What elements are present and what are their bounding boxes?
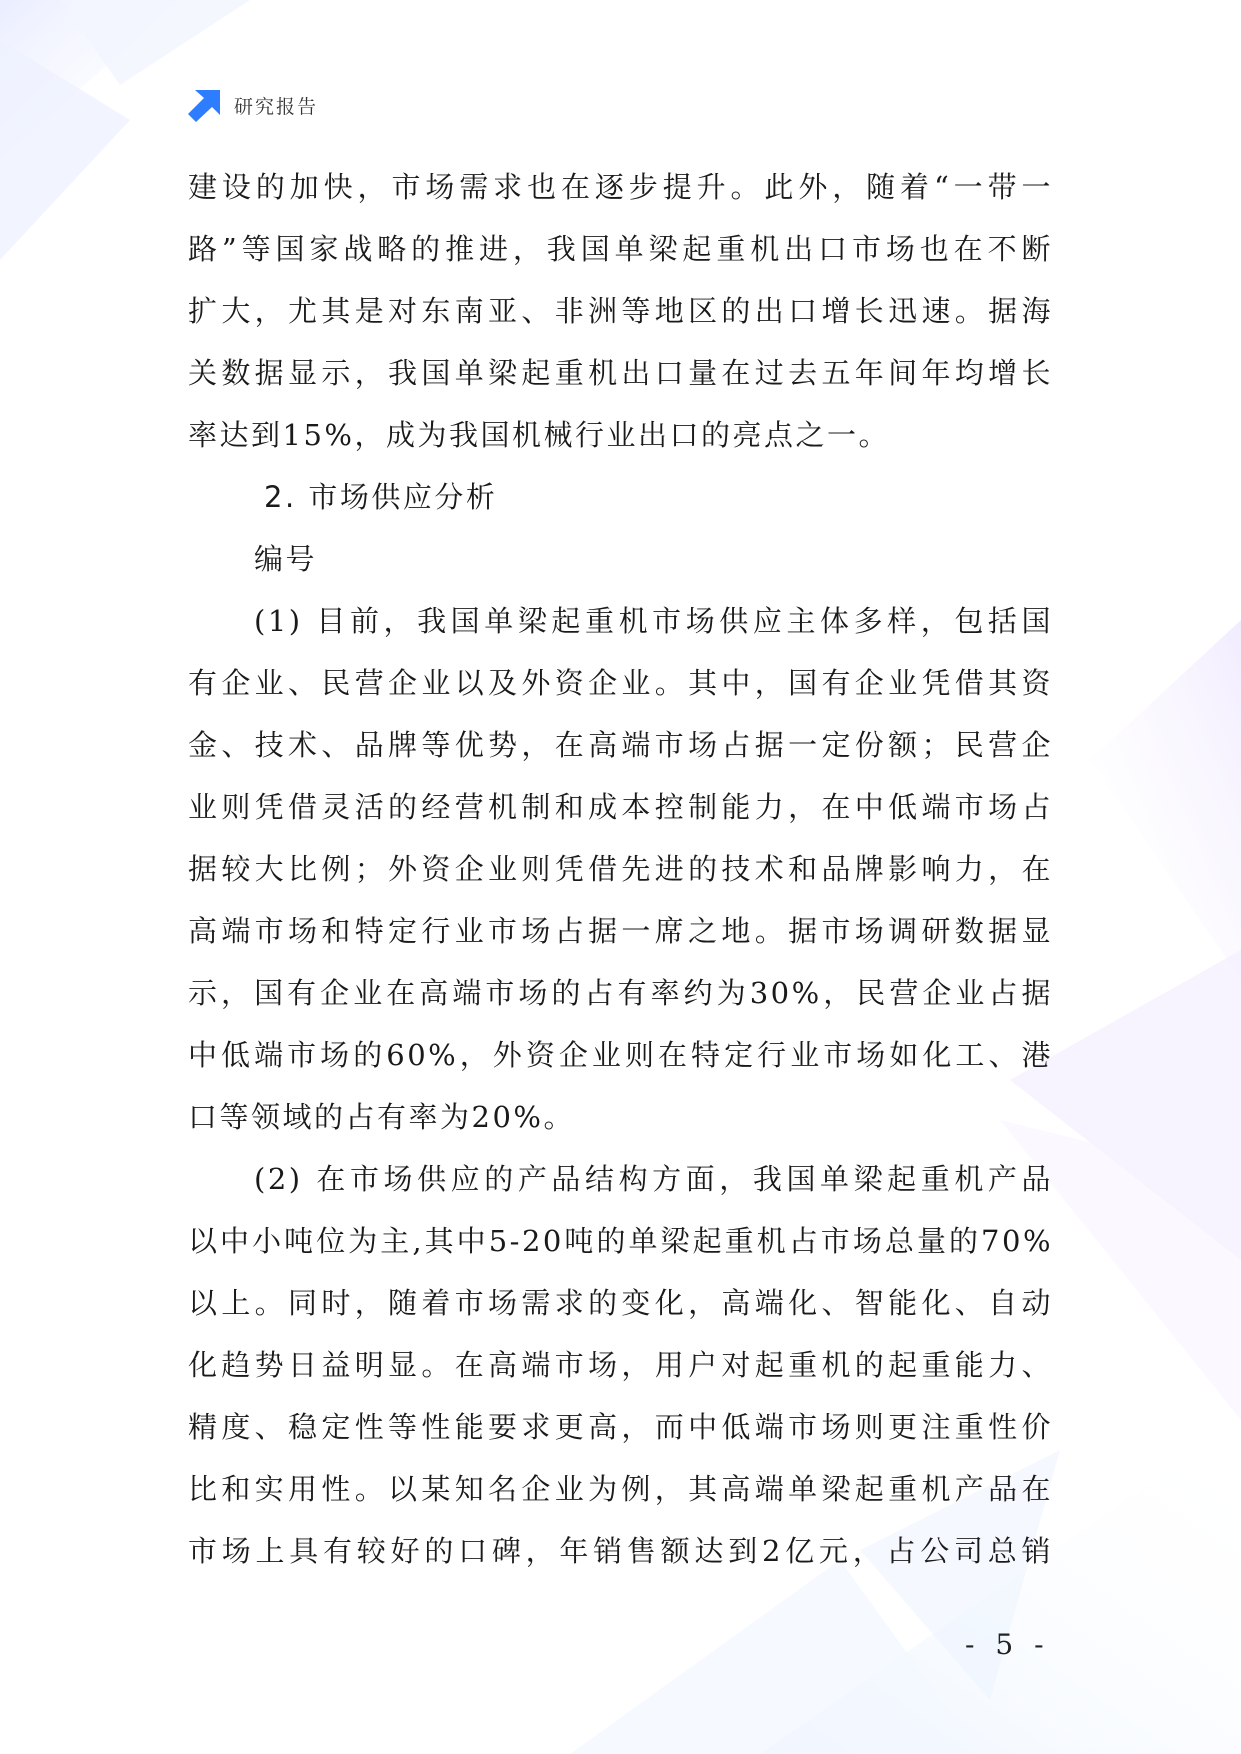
text-line: 市场上具有较好的口碑，年销售额达到2亿元，占公司总销: [188, 1534, 1053, 1568]
text-line: 有企业、民营企业以及外资企业。其中，国有企业凭借其资: [188, 666, 1053, 700]
text-line: 口等领域的占有率为20%。: [188, 1100, 575, 1134]
section-heading: 2. 市场供应分析: [264, 480, 498, 514]
paragraph-product-structure: [188, 1148, 1053, 1582]
text-line: 比和实用性。以某知名企业为例，其高端单梁起重机产品在: [188, 1472, 1053, 1506]
text-line: 关数据显示，我国单梁起重机出口量在过去五年间年均增长: [188, 356, 1053, 390]
text-line: 扩大，尤其是对东南亚、非洲等地区的出口增长迅速。据海: [188, 294, 1053, 328]
text-line: 高端市场和特定行业市场占据一席之地。据市场调研数据显: [188, 914, 1053, 948]
text-line: 业则凭借灵活的经营机制和成本控制能力，在中低端市场占: [188, 790, 1053, 824]
text-line: 化趋势日益明显。在高端市场，用户对起重机的起重能力、: [188, 1348, 1053, 1382]
paragraph-supply-subjects: [188, 590, 1053, 1148]
text-line: 建设的加快，市场需求也在逐步提升。此外，随着“一带一: [188, 170, 1053, 204]
text-line: 中低端市场的60%，外资企业则在特定行业市场如化工、港: [188, 1038, 1053, 1072]
text-line: (2) 在市场供应的产品结构方面，我国单梁起重机产品: [254, 1162, 1053, 1196]
text-line: 以中小吨位为主,其中5-20吨的单梁起重机占市场总量的70%: [188, 1224, 1053, 1258]
text-line: 精度、稳定性等性能要求更高，而中低端市场则更注重性价: [188, 1410, 1053, 1444]
header: [188, 88, 318, 122]
text-line: 金、技术、品牌等优势，在高端市场占据一定份额；民营企: [188, 728, 1053, 762]
text-line: 以上。同时，随着市场需求的变化，高端化、智能化、自动: [188, 1286, 1053, 1320]
text-line: (1) 目前，我国单梁起重机市场供应主体多样，包括国: [254, 604, 1053, 638]
document-body: [188, 156, 1053, 1582]
text-line: 示，国有企业在高端市场的占有率约为30%，民营企业占据: [188, 976, 1053, 1010]
paragraph-export-market: [188, 156, 1053, 466]
text-line: 率达到15%，成为我国机械行业出口的亮点之一。: [188, 418, 890, 452]
arrow-up-right-icon: [188, 88, 222, 122]
text-line: 路”等国家战略的推进，我国单梁起重机出口市场也在不断: [188, 232, 1053, 266]
header-title: 研究报告: [234, 95, 319, 118]
label-line: 编号: [254, 542, 318, 576]
page-number: - 5 -: [965, 1628, 1050, 1661]
text-line: 据较大比例；外资企业则凭借先进的技术和品牌影响力，在: [188, 852, 1053, 886]
